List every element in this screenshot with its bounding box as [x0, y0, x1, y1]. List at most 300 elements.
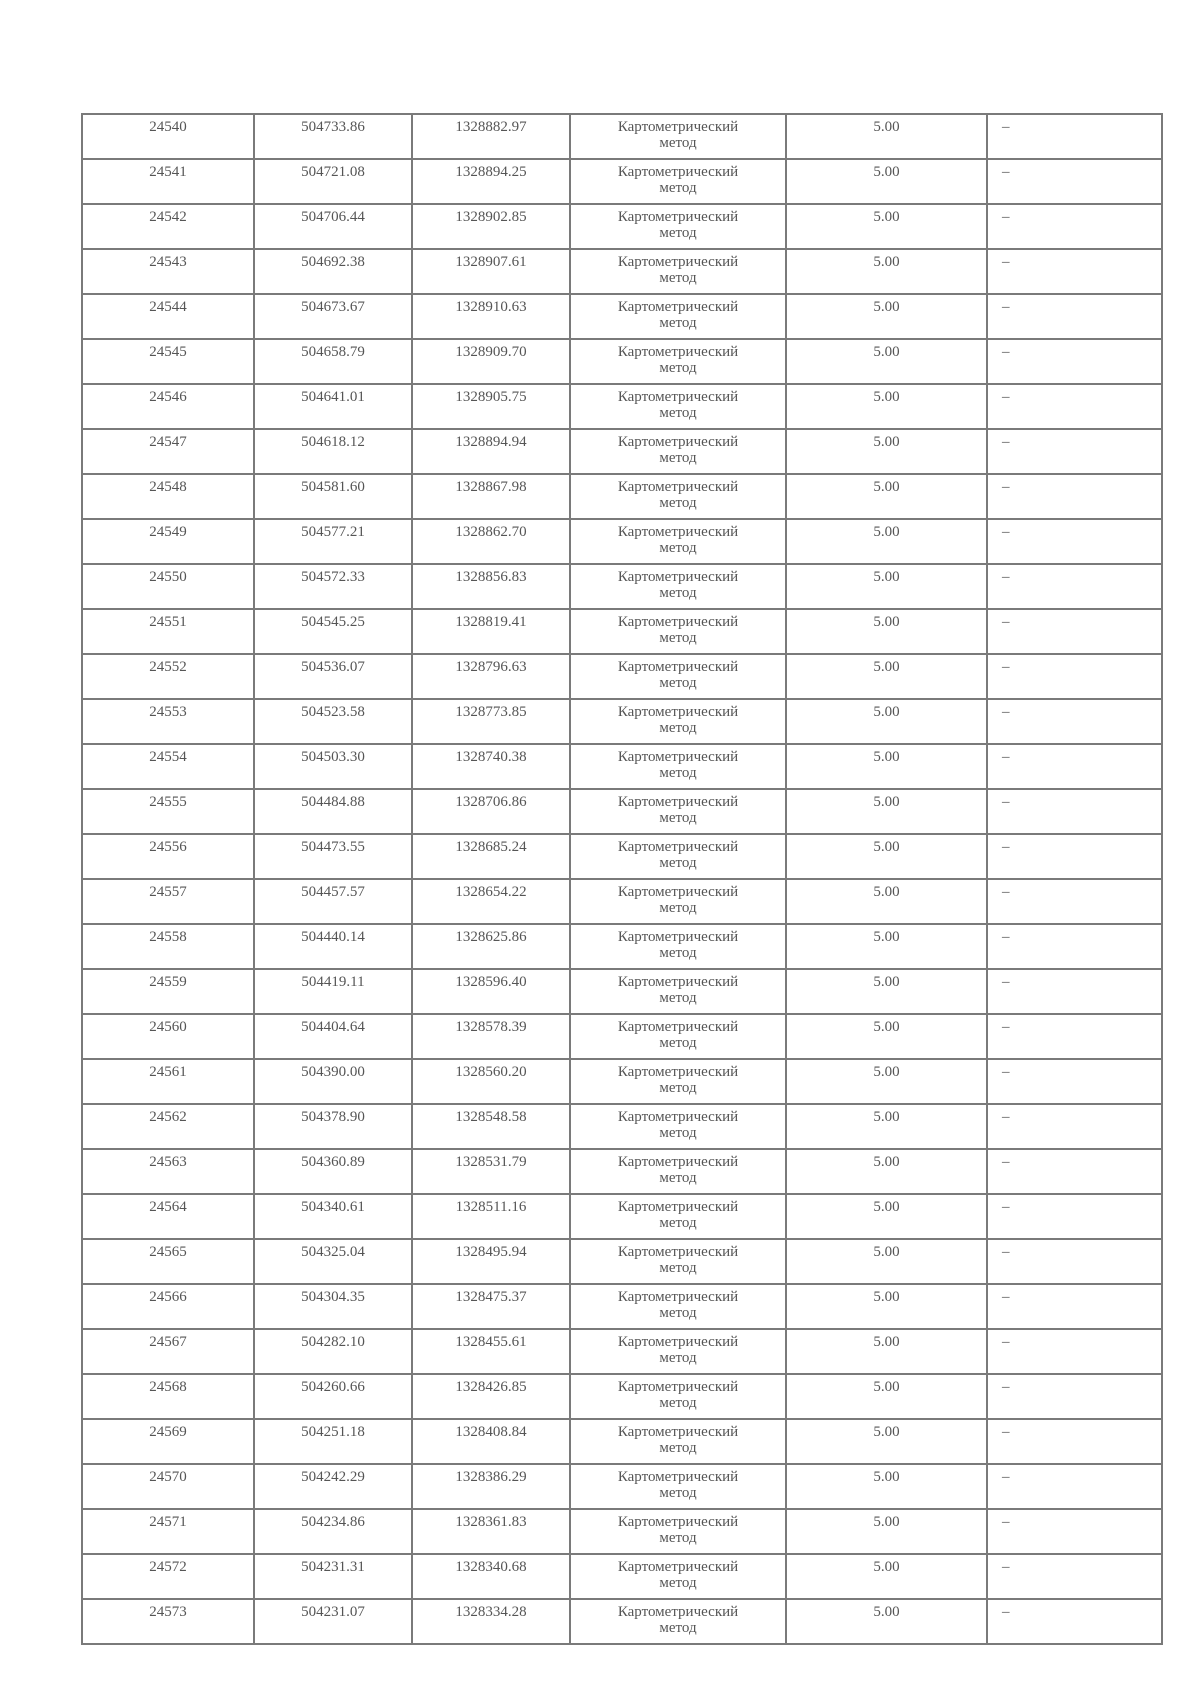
method-line-1: Картометрический — [617, 614, 739, 630]
table-row — [82, 744, 1162, 789]
x-coordinate-cell: 504234.86 — [254, 1509, 412, 1554]
method-line-1: Картометрический — [617, 884, 739, 900]
y-coordinate-cell: 1328819.41 — [412, 609, 570, 654]
note-cell: – — [987, 159, 1162, 204]
method-line-1: Картометрический — [617, 1334, 739, 1350]
table-row — [82, 114, 1162, 159]
point-number-cell: 24560 — [82, 1014, 254, 1059]
method-cell — [570, 744, 786, 789]
method-line-1: Картометрический — [617, 254, 739, 270]
method-line-1: Картометрический — [617, 749, 739, 765]
method-cell — [570, 1014, 786, 1059]
accuracy-cell: 5.00 — [786, 879, 987, 924]
x-coordinate-cell: 504360.89 — [254, 1149, 412, 1194]
method-cell — [570, 1059, 786, 1104]
y-coordinate-cell: 1328560.20 — [412, 1059, 570, 1104]
x-coordinate-cell: 504692.38 — [254, 249, 412, 294]
point-number-cell: 24553 — [82, 699, 254, 744]
method-cell — [570, 1464, 786, 1509]
x-coordinate-cell: 504242.29 — [254, 1464, 412, 1509]
note-cell: – — [987, 924, 1162, 969]
method-line-1: Картометрический — [617, 344, 739, 360]
note-cell: – — [987, 1329, 1162, 1374]
accuracy-cell: 5.00 — [786, 1599, 987, 1644]
accuracy-cell: 5.00 — [786, 1419, 987, 1464]
method-line-1: Картометрический — [617, 524, 739, 540]
table-row — [82, 339, 1162, 384]
note-cell: – — [987, 429, 1162, 474]
note-cell: – — [987, 1419, 1162, 1464]
method-line-2: метод — [659, 450, 697, 466]
note-cell: – — [987, 969, 1162, 1014]
y-coordinate-cell: 1328862.70 — [412, 519, 570, 564]
method-line-1: Картометрический — [617, 299, 739, 315]
point-number-cell: 24568 — [82, 1374, 254, 1419]
point-number-cell: 24566 — [82, 1284, 254, 1329]
y-coordinate-cell: 1328495.94 — [412, 1239, 570, 1284]
x-coordinate-cell: 504536.07 — [254, 654, 412, 699]
point-number-cell: 24548 — [82, 474, 254, 519]
table-row — [82, 1284, 1162, 1329]
method-cell — [570, 564, 786, 609]
table-row — [82, 384, 1162, 429]
table-row — [82, 1329, 1162, 1374]
method-line-2: метод — [659, 675, 697, 691]
method-cell — [570, 114, 786, 159]
x-coordinate-cell: 504577.21 — [254, 519, 412, 564]
method-line-1: Картометрический — [617, 434, 739, 450]
accuracy-cell: 5.00 — [786, 1329, 987, 1374]
y-coordinate-cell: 1328408.84 — [412, 1419, 570, 1464]
x-coordinate-cell: 504251.18 — [254, 1419, 412, 1464]
x-coordinate-cell: 504378.90 — [254, 1104, 412, 1149]
method-cell — [570, 294, 786, 339]
y-coordinate-cell: 1328685.24 — [412, 834, 570, 879]
table-row — [82, 969, 1162, 1014]
point-number-cell: 24558 — [82, 924, 254, 969]
method-line-2: метод — [659, 270, 697, 286]
accuracy-cell: 5.00 — [786, 474, 987, 519]
table-row — [82, 429, 1162, 474]
accuracy-cell: 5.00 — [786, 1194, 987, 1239]
x-coordinate-cell: 504484.88 — [254, 789, 412, 834]
method-line-2: метод — [659, 315, 697, 331]
point-number-cell: 24555 — [82, 789, 254, 834]
method-line-2: метод — [659, 765, 697, 781]
note-cell: – — [987, 249, 1162, 294]
method-line-1: Картометрический — [617, 119, 739, 135]
accuracy-cell: 5.00 — [786, 789, 987, 834]
note-cell: – — [987, 564, 1162, 609]
x-coordinate-cell: 504282.10 — [254, 1329, 412, 1374]
point-number-cell: 24565 — [82, 1239, 254, 1284]
method-cell — [570, 1554, 786, 1599]
accuracy-cell: 5.00 — [786, 699, 987, 744]
accuracy-cell: 5.00 — [786, 834, 987, 879]
x-coordinate-cell: 504231.31 — [254, 1554, 412, 1599]
method-line-2: метод — [659, 810, 697, 826]
x-coordinate-cell: 504440.14 — [254, 924, 412, 969]
point-number-cell: 24562 — [82, 1104, 254, 1149]
method-line-2: метод — [659, 495, 697, 511]
method-line-2: метод — [659, 360, 697, 376]
point-number-cell: 24554 — [82, 744, 254, 789]
method-line-1: Картометрический — [617, 1469, 739, 1485]
table-row — [82, 789, 1162, 834]
method-line-2: метод — [659, 405, 697, 421]
x-coordinate-cell: 504260.66 — [254, 1374, 412, 1419]
table-row — [82, 1464, 1162, 1509]
method-cell — [570, 204, 786, 249]
method-line-2: метод — [659, 225, 697, 241]
method-line-2: метод — [659, 1485, 697, 1501]
method-cell — [570, 924, 786, 969]
x-coordinate-cell: 504673.67 — [254, 294, 412, 339]
method-line-1: Картометрический — [617, 209, 739, 225]
accuracy-cell: 5.00 — [786, 294, 987, 339]
method-line-2: метод — [659, 945, 697, 961]
y-coordinate-cell: 1328907.61 — [412, 249, 570, 294]
method-line-2: метод — [659, 1125, 697, 1141]
method-line-2: метод — [659, 630, 697, 646]
method-line-2: метод — [659, 135, 697, 151]
y-coordinate-cell: 1328386.29 — [412, 1464, 570, 1509]
table-row — [82, 924, 1162, 969]
point-number-cell: 24551 — [82, 609, 254, 654]
table-row — [82, 249, 1162, 294]
accuracy-cell: 5.00 — [786, 969, 987, 1014]
method-line-1: Картометрический — [617, 569, 739, 585]
table-row — [82, 1509, 1162, 1554]
accuracy-cell: 5.00 — [786, 1374, 987, 1419]
method-line-2: метод — [659, 180, 697, 196]
table-row — [82, 474, 1162, 519]
accuracy-cell: 5.00 — [786, 1464, 987, 1509]
table-row — [82, 699, 1162, 744]
method-cell — [570, 969, 786, 1014]
y-coordinate-cell: 1328531.79 — [412, 1149, 570, 1194]
method-line-1: Картометрический — [617, 1199, 739, 1215]
method-line-1: Картометрический — [617, 1604, 739, 1620]
method-line-2: метод — [659, 1395, 697, 1411]
accuracy-cell: 5.00 — [786, 339, 987, 384]
point-number-cell: 24549 — [82, 519, 254, 564]
table-row — [82, 519, 1162, 564]
method-line-1: Картометрический — [617, 1289, 739, 1305]
y-coordinate-cell: 1328867.98 — [412, 474, 570, 519]
y-coordinate-cell: 1328894.94 — [412, 429, 570, 474]
method-line-1: Картометрический — [617, 1019, 739, 1035]
method-line-1: Картометрический — [617, 839, 739, 855]
point-number-cell: 24571 — [82, 1509, 254, 1554]
note-cell: – — [987, 879, 1162, 924]
point-number-cell: 24544 — [82, 294, 254, 339]
y-coordinate-cell: 1328334.28 — [412, 1599, 570, 1644]
point-number-cell: 24543 — [82, 249, 254, 294]
note-cell: – — [987, 1599, 1162, 1644]
method-cell — [570, 1194, 786, 1239]
method-cell — [570, 1284, 786, 1329]
x-coordinate-cell: 504658.79 — [254, 339, 412, 384]
method-line-1: Картометрический — [617, 164, 739, 180]
method-cell — [570, 1374, 786, 1419]
note-cell: – — [987, 834, 1162, 879]
method-line-2: метод — [659, 990, 697, 1006]
method-line-2: метод — [659, 1215, 697, 1231]
method-line-2: метод — [659, 1260, 697, 1276]
x-coordinate-cell: 504457.57 — [254, 879, 412, 924]
table-row — [82, 1104, 1162, 1149]
method-line-2: метод — [659, 855, 697, 871]
accuracy-cell: 5.00 — [786, 744, 987, 789]
point-number-cell: 24547 — [82, 429, 254, 474]
note-cell: – — [987, 114, 1162, 159]
accuracy-cell: 5.00 — [786, 114, 987, 159]
note-cell: – — [987, 609, 1162, 654]
note-cell: – — [987, 1509, 1162, 1554]
method-cell — [570, 429, 786, 474]
method-cell — [570, 834, 786, 879]
point-number-cell: 24556 — [82, 834, 254, 879]
accuracy-cell: 5.00 — [786, 249, 987, 294]
x-coordinate-cell: 504390.00 — [254, 1059, 412, 1104]
x-coordinate-cell: 504581.60 — [254, 474, 412, 519]
y-coordinate-cell: 1328740.38 — [412, 744, 570, 789]
note-cell: – — [987, 294, 1162, 339]
note-cell: – — [987, 1059, 1162, 1104]
note-cell: – — [987, 1104, 1162, 1149]
method-line-2: метод — [659, 1350, 697, 1366]
note-cell: – — [987, 654, 1162, 699]
point-number-cell: 24541 — [82, 159, 254, 204]
note-cell: – — [987, 474, 1162, 519]
point-number-cell: 24563 — [82, 1149, 254, 1194]
method-line-2: метод — [659, 1440, 697, 1456]
method-cell — [570, 654, 786, 699]
x-coordinate-cell: 504721.08 — [254, 159, 412, 204]
note-cell: – — [987, 384, 1162, 429]
method-cell — [570, 609, 786, 654]
note-cell: – — [987, 1014, 1162, 1059]
y-coordinate-cell: 1328475.37 — [412, 1284, 570, 1329]
method-line-1: Картометрический — [617, 704, 739, 720]
method-cell — [570, 249, 786, 294]
coordinates-table — [81, 113, 1163, 1645]
y-coordinate-cell: 1328894.25 — [412, 159, 570, 204]
method-cell — [570, 474, 786, 519]
x-coordinate-cell: 504473.55 — [254, 834, 412, 879]
accuracy-cell: 5.00 — [786, 924, 987, 969]
method-cell — [570, 1239, 786, 1284]
accuracy-cell: 5.00 — [786, 1554, 987, 1599]
method-line-1: Картометрический — [617, 389, 739, 405]
method-line-1: Картометрический — [617, 794, 739, 810]
accuracy-cell: 5.00 — [786, 384, 987, 429]
table-row — [82, 159, 1162, 204]
table-row — [82, 1149, 1162, 1194]
accuracy-cell: 5.00 — [786, 159, 987, 204]
method-line-2: метод — [659, 1575, 697, 1591]
x-coordinate-cell: 504503.30 — [254, 744, 412, 789]
method-line-2: метод — [659, 720, 697, 736]
method-cell — [570, 159, 786, 204]
y-coordinate-cell: 1328548.58 — [412, 1104, 570, 1149]
y-coordinate-cell: 1328361.83 — [412, 1509, 570, 1554]
table-row — [82, 1374, 1162, 1419]
y-coordinate-cell: 1328340.68 — [412, 1554, 570, 1599]
method-line-1: Картометрический — [617, 1379, 739, 1395]
point-number-cell: 24542 — [82, 204, 254, 249]
note-cell: – — [987, 1374, 1162, 1419]
table-row — [82, 1239, 1162, 1284]
x-coordinate-cell: 504404.64 — [254, 1014, 412, 1059]
point-number-cell: 24561 — [82, 1059, 254, 1104]
method-line-1: Картометрический — [617, 929, 739, 945]
accuracy-cell: 5.00 — [786, 1059, 987, 1104]
method-line-2: метод — [659, 585, 697, 601]
method-line-2: метод — [659, 1170, 697, 1186]
note-cell: – — [987, 1149, 1162, 1194]
method-cell — [570, 1104, 786, 1149]
accuracy-cell: 5.00 — [786, 1239, 987, 1284]
method-line-2: метод — [659, 1530, 697, 1546]
method-line-1: Картометрический — [617, 1064, 739, 1080]
accuracy-cell: 5.00 — [786, 1104, 987, 1149]
y-coordinate-cell: 1328455.61 — [412, 1329, 570, 1374]
note-cell: – — [987, 339, 1162, 384]
note-cell: – — [987, 1554, 1162, 1599]
method-line-2: метод — [659, 540, 697, 556]
method-line-1: Картометрический — [617, 1424, 739, 1440]
method-line-2: метод — [659, 1305, 697, 1321]
method-cell — [570, 789, 786, 834]
accuracy-cell: 5.00 — [786, 1149, 987, 1194]
y-coordinate-cell: 1328426.85 — [412, 1374, 570, 1419]
point-number-cell: 24559 — [82, 969, 254, 1014]
accuracy-cell: 5.00 — [786, 519, 987, 564]
point-number-cell: 24546 — [82, 384, 254, 429]
method-cell — [570, 1599, 786, 1644]
method-line-1: Картометрический — [617, 659, 739, 675]
table-row — [82, 654, 1162, 699]
method-line-2: метод — [659, 1035, 697, 1051]
point-number-cell: 24557 — [82, 879, 254, 924]
method-line-1: Картометрический — [617, 1109, 739, 1125]
method-line-2: метод — [659, 1080, 697, 1096]
x-coordinate-cell: 504523.58 — [254, 699, 412, 744]
y-coordinate-cell: 1328578.39 — [412, 1014, 570, 1059]
note-cell: – — [987, 519, 1162, 564]
point-number-cell: 24552 — [82, 654, 254, 699]
y-coordinate-cell: 1328625.86 — [412, 924, 570, 969]
method-cell — [570, 1509, 786, 1554]
accuracy-cell: 5.00 — [786, 564, 987, 609]
table-row — [82, 204, 1162, 249]
method-line-2: метод — [659, 1620, 697, 1636]
point-number-cell: 24569 — [82, 1419, 254, 1464]
x-coordinate-cell: 504572.33 — [254, 564, 412, 609]
method-line-1: Картометрический — [617, 1244, 739, 1260]
table-row — [82, 1419, 1162, 1464]
note-cell: – — [987, 1284, 1162, 1329]
table-row — [82, 1599, 1162, 1644]
note-cell: – — [987, 1464, 1162, 1509]
point-number-cell: 24572 — [82, 1554, 254, 1599]
accuracy-cell: 5.00 — [786, 1014, 987, 1059]
point-number-cell: 24545 — [82, 339, 254, 384]
note-cell: – — [987, 1239, 1162, 1284]
y-coordinate-cell: 1328654.22 — [412, 879, 570, 924]
note-cell: – — [987, 789, 1162, 834]
point-number-cell: 24564 — [82, 1194, 254, 1239]
x-coordinate-cell: 504419.11 — [254, 969, 412, 1014]
x-coordinate-cell: 504545.25 — [254, 609, 412, 654]
x-coordinate-cell: 504231.07 — [254, 1599, 412, 1644]
x-coordinate-cell: 504325.04 — [254, 1239, 412, 1284]
point-number-cell: 24550 — [82, 564, 254, 609]
x-coordinate-cell: 504706.44 — [254, 204, 412, 249]
y-coordinate-cell: 1328910.63 — [412, 294, 570, 339]
y-coordinate-cell: 1328706.86 — [412, 789, 570, 834]
y-coordinate-cell: 1328882.97 — [412, 114, 570, 159]
y-coordinate-cell: 1328796.63 — [412, 654, 570, 699]
x-coordinate-cell: 504641.01 — [254, 384, 412, 429]
table-row — [82, 564, 1162, 609]
x-coordinate-cell: 504340.61 — [254, 1194, 412, 1239]
method-cell — [570, 1329, 786, 1374]
note-cell: – — [987, 1194, 1162, 1239]
method-line-1: Картометрический — [617, 479, 739, 495]
accuracy-cell: 5.00 — [786, 609, 987, 654]
point-number-cell: 24570 — [82, 1464, 254, 1509]
method-line-1: Картометрический — [617, 974, 739, 990]
table-row — [82, 834, 1162, 879]
method-line-1: Картометрический — [617, 1559, 739, 1575]
method-cell — [570, 699, 786, 744]
table-row — [82, 1014, 1162, 1059]
point-number-cell: 24540 — [82, 114, 254, 159]
accuracy-cell: 5.00 — [786, 1284, 987, 1329]
method-line-1: Картометрический — [617, 1154, 739, 1170]
y-coordinate-cell: 1328773.85 — [412, 699, 570, 744]
method-cell — [570, 879, 786, 924]
y-coordinate-cell: 1328905.75 — [412, 384, 570, 429]
y-coordinate-cell: 1328511.16 — [412, 1194, 570, 1239]
table-row — [82, 879, 1162, 924]
note-cell: – — [987, 204, 1162, 249]
table-row — [82, 294, 1162, 339]
method-cell — [570, 1419, 786, 1464]
y-coordinate-cell: 1328902.85 — [412, 204, 570, 249]
accuracy-cell: 5.00 — [786, 429, 987, 474]
y-coordinate-cell: 1328856.83 — [412, 564, 570, 609]
table-row — [82, 609, 1162, 654]
accuracy-cell: 5.00 — [786, 204, 987, 249]
table-body — [82, 114, 1162, 1644]
y-coordinate-cell: 1328596.40 — [412, 969, 570, 1014]
table-row — [82, 1554, 1162, 1599]
method-cell — [570, 519, 786, 564]
table-row — [82, 1194, 1162, 1239]
note-cell: – — [987, 699, 1162, 744]
accuracy-cell: 5.00 — [786, 654, 987, 699]
point-number-cell: 24573 — [82, 1599, 254, 1644]
x-coordinate-cell: 504304.35 — [254, 1284, 412, 1329]
x-coordinate-cell: 504733.86 — [254, 114, 412, 159]
method-line-1: Картометрический — [617, 1514, 739, 1530]
y-coordinate-cell: 1328909.70 — [412, 339, 570, 384]
method-cell — [570, 1149, 786, 1194]
